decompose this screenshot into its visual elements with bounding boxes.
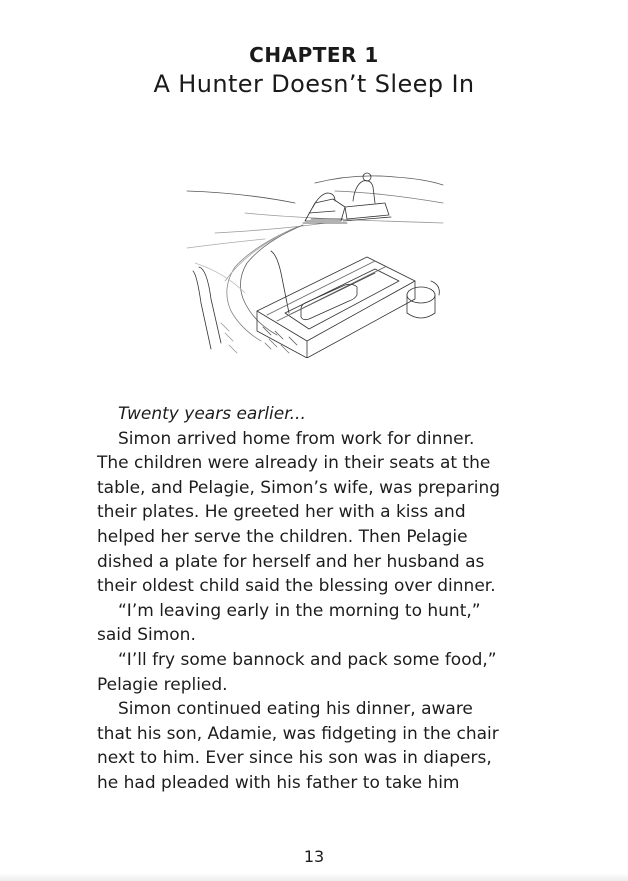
paragraph-line: next to him. Ever since his son was in diapers, [97,748,492,769]
paragraph-line: said Simon. [97,625,196,646]
paragraph-line: “I’m leaving early in the morning to hunt,” [118,600,481,621]
paragraph-line: Pelagie replied. [97,674,228,695]
paragraph-line: “I’ll fry some bannock and pack some food,” [118,649,497,670]
paragraph-line: Twenty years earlier... [118,404,306,424]
paragraph-line: he had pleaded with his father to take him [97,772,460,793]
paragraph-line: that his son, Adamie, was fidgeting in the chair [97,723,499,744]
paragraph-line: table, and Pelagie, Simon’s wife, was preparing [97,477,501,498]
page-bottom-edge [0,873,628,881]
snowmobile-sled-sketch-icon [185,163,445,358]
paragraph-line: dished a plate for herself and her husband as [97,551,485,572]
page-number: 13 [303,847,325,866]
chapter-label: CHAPTER 1 [249,43,379,67]
paragraph-line: The children were already in their seats at the [97,453,491,474]
paragraph-line: their oldest child said the blessing over dinner. [97,576,496,597]
body-text [97,402,529,796]
paragraph-line: helped her serve the children. Then Pelagie [97,526,468,547]
paragraph-line: Simon arrived home from work for dinner. [118,428,475,449]
paragraph-line: Simon continued eating his dinner, aware [118,699,473,720]
paragraph-line: their plates. He greeted her with a kiss and [97,502,466,523]
chapter-title: A Hunter Doesn’t Sleep In [153,70,475,98]
